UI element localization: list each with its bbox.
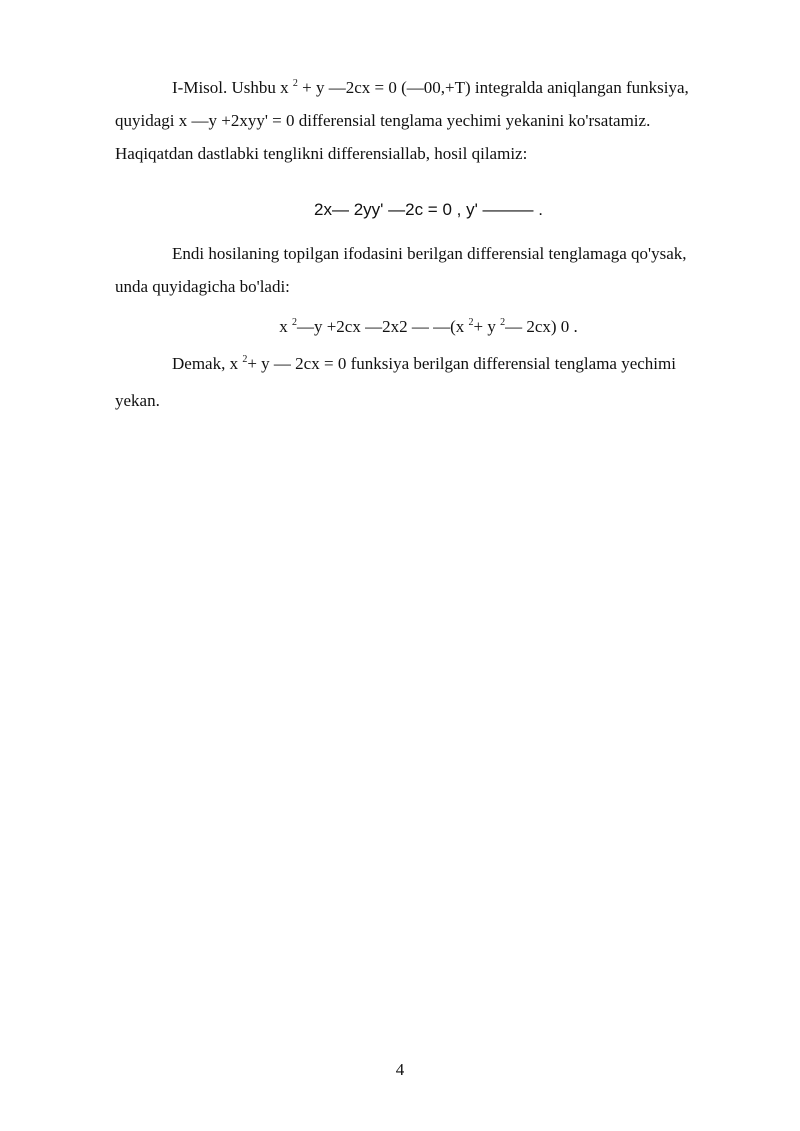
superscript: 2: [468, 317, 474, 328]
paragraph-line: [115, 384, 742, 417]
text-span: quyidagi x —y +2xyy' = 0 differensial tenglama yechimi yekanini ko'rsatamiz.: [115, 111, 651, 130]
superscript: 2: [242, 354, 248, 365]
superscript: 2: [292, 78, 298, 89]
paragraph-line: [115, 137, 742, 170]
formula-substituted: [115, 310, 742, 343]
text-span: x: [279, 317, 292, 336]
text-span: yekan.: [115, 391, 160, 410]
paragraph-line: [115, 237, 742, 270]
text-span: Demak, x: [172, 354, 243, 373]
page-number: 4: [395, 1060, 405, 1079]
formula-derivative: [115, 193, 742, 226]
paragraph-line: [115, 71, 742, 104]
formula-line: [115, 310, 742, 343]
formula-line: 2x— 2yy' —2c = 0 , y' ——— .: [314, 200, 543, 219]
paragraph-example-intro: [115, 71, 742, 170]
text-span: + y — 2cx = 0 funksiya berilgan differensial tenglama yechimi: [247, 354, 676, 373]
text-span: + y —2cx = 0 (—00,+T) integralda aniqlangan funksiya,: [297, 78, 689, 97]
paragraph-conclusion: [115, 347, 742, 417]
text-span: —y +2cx —2x2 — —(x: [296, 317, 469, 336]
paragraph-substitution: [115, 237, 742, 303]
text-span: + y: [473, 317, 501, 336]
paragraph-line: [115, 347, 742, 380]
text-span: unda quyidagicha bo'ladi:: [115, 277, 290, 296]
paragraph-line: [115, 270, 742, 303]
superscript: 2: [291, 317, 297, 328]
text-span: — 2cx) 0 .: [505, 317, 578, 336]
text-span: Haqiqatdan dastlabki tenglikni differensiallab, hosil qilamiz:: [115, 144, 528, 163]
text-span: I-Misol. Ushbu x: [172, 78, 293, 97]
superscript: 2: [500, 317, 506, 328]
paragraph-line: [115, 104, 742, 137]
text-span: Endi hosilaning topilgan ifodasini berilgan differensial tenglamaga qo'ysak,: [172, 244, 687, 263]
